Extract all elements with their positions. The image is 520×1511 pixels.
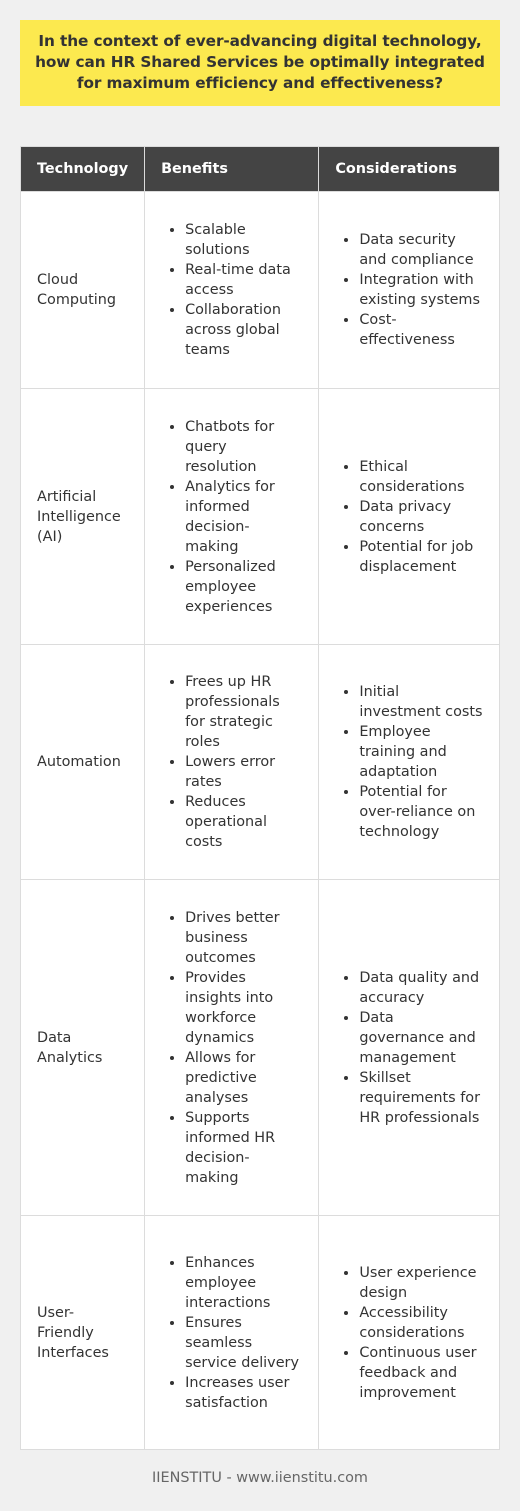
list-item: • Accessibility considerations: [359, 1303, 483, 1343]
considerations-cell: [319, 1216, 500, 1450]
list-item: • Allows for predictive analyses: [185, 1048, 302, 1108]
list-item: • Supports informed HR decision-making: [185, 1108, 302, 1188]
list-item: • Ethical considerations: [359, 457, 483, 497]
benefits-cell: [145, 645, 319, 880]
benefits-cell: [145, 389, 319, 645]
technology-table: [20, 146, 500, 1450]
list-item: • Cost-effectiveness: [359, 310, 483, 350]
list-item: • Ensures seamless service delivery: [185, 1313, 302, 1373]
list-item: • Data governance and management: [359, 1008, 483, 1068]
table-row: [21, 880, 500, 1216]
considerations-cell: [319, 192, 500, 389]
table-header-row: [21, 147, 500, 192]
footer-credit: IIENSTITU - www.iienstitu.com: [152, 1470, 368, 1486]
list-item: • Personalized employee experiences: [185, 557, 302, 617]
considerations-cell: [319, 389, 500, 645]
list-item: • Data privacy concerns: [359, 497, 483, 537]
technology-cell: Cloud Computing: [21, 192, 145, 389]
list-item: • User experience design: [359, 1263, 483, 1303]
list-item: • Employee training and adaptation: [359, 722, 483, 782]
table-row: [21, 389, 500, 645]
list-item: • Potential for job displacement: [359, 537, 483, 577]
list-item: • Reduces operational costs: [185, 792, 302, 852]
list-item: • Data security and compliance: [359, 230, 483, 270]
list-item: • Data quality and accuracy: [359, 968, 483, 1008]
benefits-cell: [145, 880, 319, 1216]
list-item: • Analytics for informed decision-making: [185, 477, 302, 557]
list-item: • Collaboration across global teams: [185, 300, 302, 360]
list-item: • Continuous user feedback and improvement: [359, 1343, 483, 1403]
table-row: [21, 645, 500, 880]
benefits-cell: [145, 192, 319, 389]
list-item: • Frees up HR professionals for strategic roles: [185, 672, 302, 752]
technology-cell: Data Analytics: [21, 880, 145, 1216]
benefits-cell: [145, 1216, 319, 1450]
list-item: • Enhances employee interactions: [185, 1253, 302, 1313]
list-item: • Drives better business outcomes: [185, 908, 302, 968]
considerations-cell: [319, 645, 500, 880]
question-box: In the context of ever-advancing digital technology, how can HR Shared Services be optimally integrated for maximum efficiency and effectiveness?: [20, 20, 500, 106]
technology-cell: Automation: [21, 645, 145, 880]
list-item: • Provides insights into workforce dynamics: [185, 968, 302, 1048]
list-item: • Lowers error rates: [185, 752, 302, 792]
list-item: • Potential for over-reliance on technology: [359, 782, 483, 842]
list-item: • Integration with existing systems: [359, 270, 483, 310]
list-item: • Skillset requirements for HR professionals: [359, 1068, 483, 1128]
header-considerations: Considerations: [319, 147, 500, 192]
list-item: • Chatbots for query resolution: [185, 417, 302, 477]
technology-cell: Artificial Intelligence (AI): [21, 389, 145, 645]
technology-cell: User-Friendly Interfaces: [21, 1216, 145, 1450]
list-item: • Increases user satisfaction: [185, 1373, 302, 1413]
list-item: • Scalable solutions: [185, 220, 302, 260]
table-row: [21, 1216, 500, 1450]
list-item: • Real-time data access: [185, 260, 302, 300]
header-technology: Technology: [21, 147, 145, 192]
list-item: • Initial investment costs: [359, 682, 483, 722]
considerations-cell: [319, 880, 500, 1216]
table-row: [21, 192, 500, 389]
header-benefits: Benefits: [145, 147, 319, 192]
